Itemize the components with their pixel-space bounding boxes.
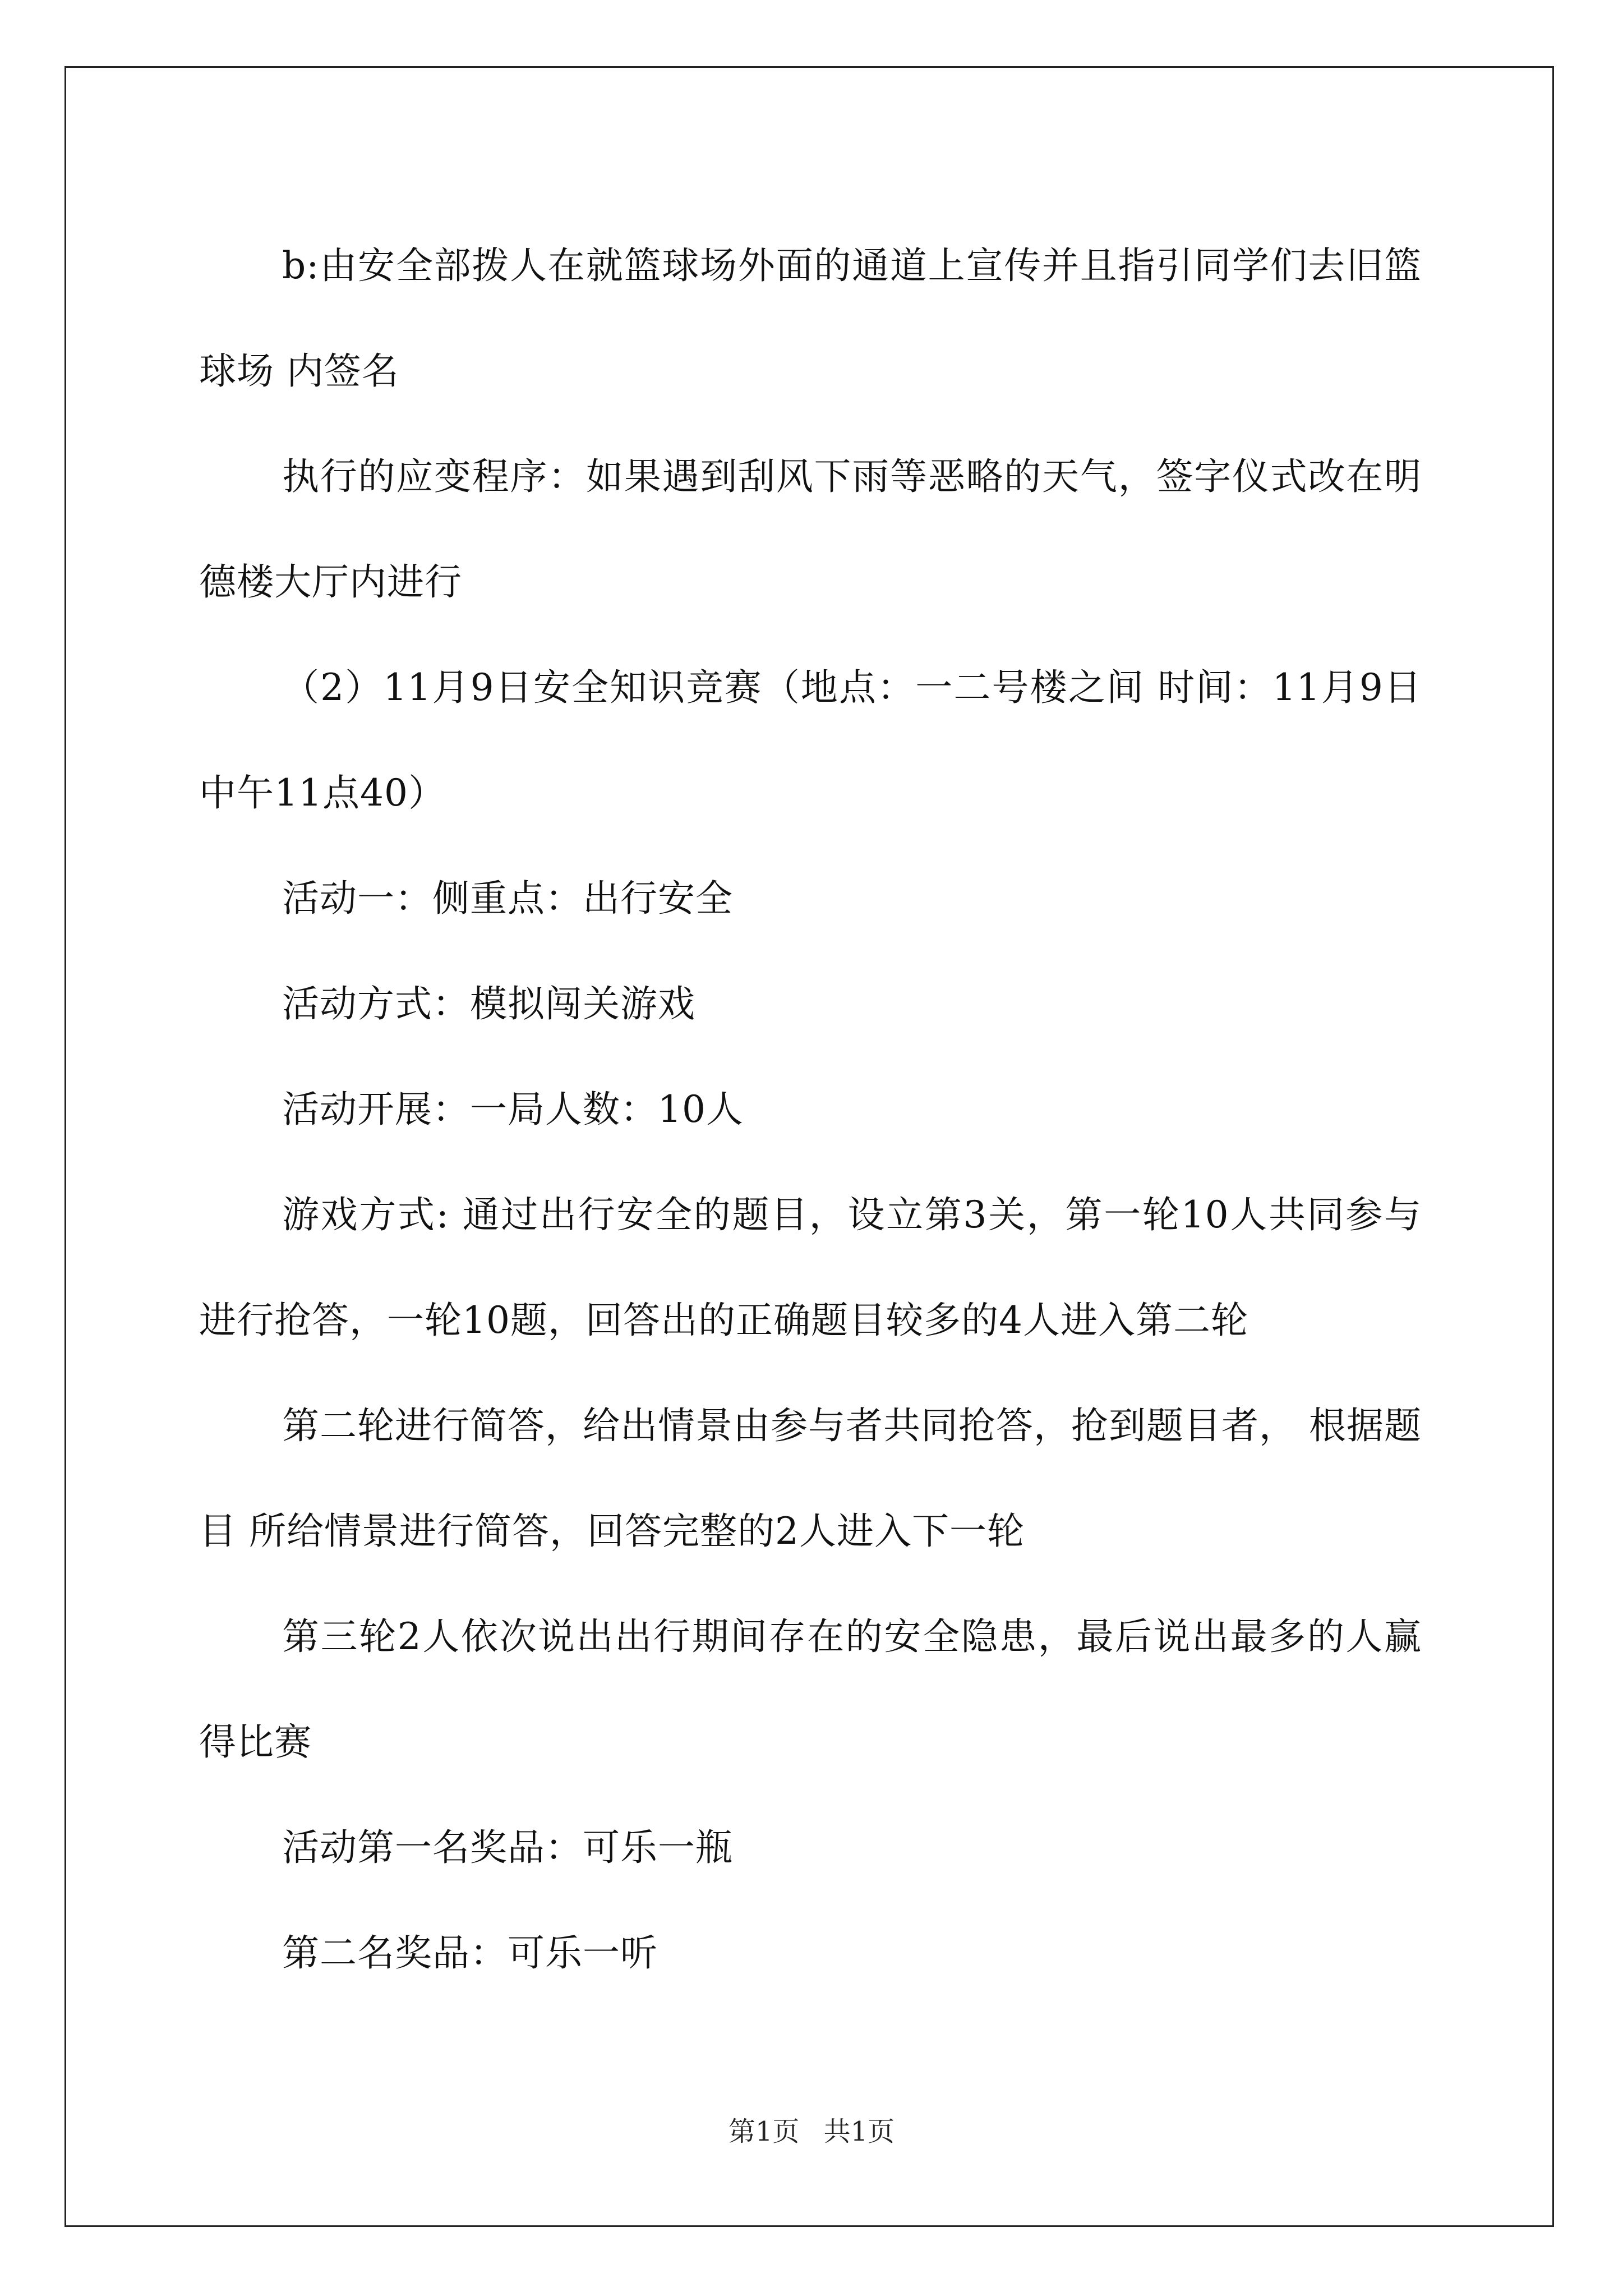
paragraph-round-two: 第二轮进行简答，给出情景由参与者共同抢答，抢到题目者， 根据题目 所给情景进行简答，回答完整的2人进入下一轮 bbox=[199, 1404, 1422, 1553]
page-total: 共1页 bbox=[823, 2116, 895, 2147]
paragraph-second-prize: 第二名奖品：可乐一听 bbox=[282, 1931, 658, 1975]
page-footer bbox=[0, 2115, 1623, 2148]
document-body bbox=[199, 213, 1422, 2006]
paragraph-contingency-plan: 执行的应变程序：如果遇到刮风下雨等恶略的天气，签字仪式改在明德楼大厅内进行 bbox=[199, 455, 1422, 604]
paragraph-sign-guidance: b:由安全部拨人在就篮球场外面的通道上宣传并且指引同学们去旧篮球场 内签名 bbox=[199, 244, 1422, 393]
page-number: 第1页 bbox=[728, 2116, 800, 2147]
paragraph-first-prize: 活动第一名奖品：可乐一瓶 bbox=[282, 1826, 733, 1869]
paragraph-activity-format: 活动方式：模拟闯关游戏 bbox=[282, 982, 695, 1025]
paragraph-game-rules: 游戏方式: 通过出行安全的题目，设立第3关，第一轮10人共同参与进行抢答，一轮10题，回答出的正确题目较多的4人进入第二轮 bbox=[199, 1193, 1422, 1342]
paragraph-round-three: 第三轮2人依次说出出行期间存在的安全隐患，最后说出最多的人赢得比赛 bbox=[199, 1615, 1422, 1764]
paragraph-activity-focus: 活动一：侧重点：出行安全 bbox=[282, 877, 733, 920]
paragraph-activity-players: 活动开展：一局人数：10人 bbox=[282, 1088, 744, 1131]
paragraph-quiz-event: （2）11月9日安全知识竞赛（地点：一二号楼之间 时间：11月9日中午11点40） bbox=[199, 666, 1422, 815]
